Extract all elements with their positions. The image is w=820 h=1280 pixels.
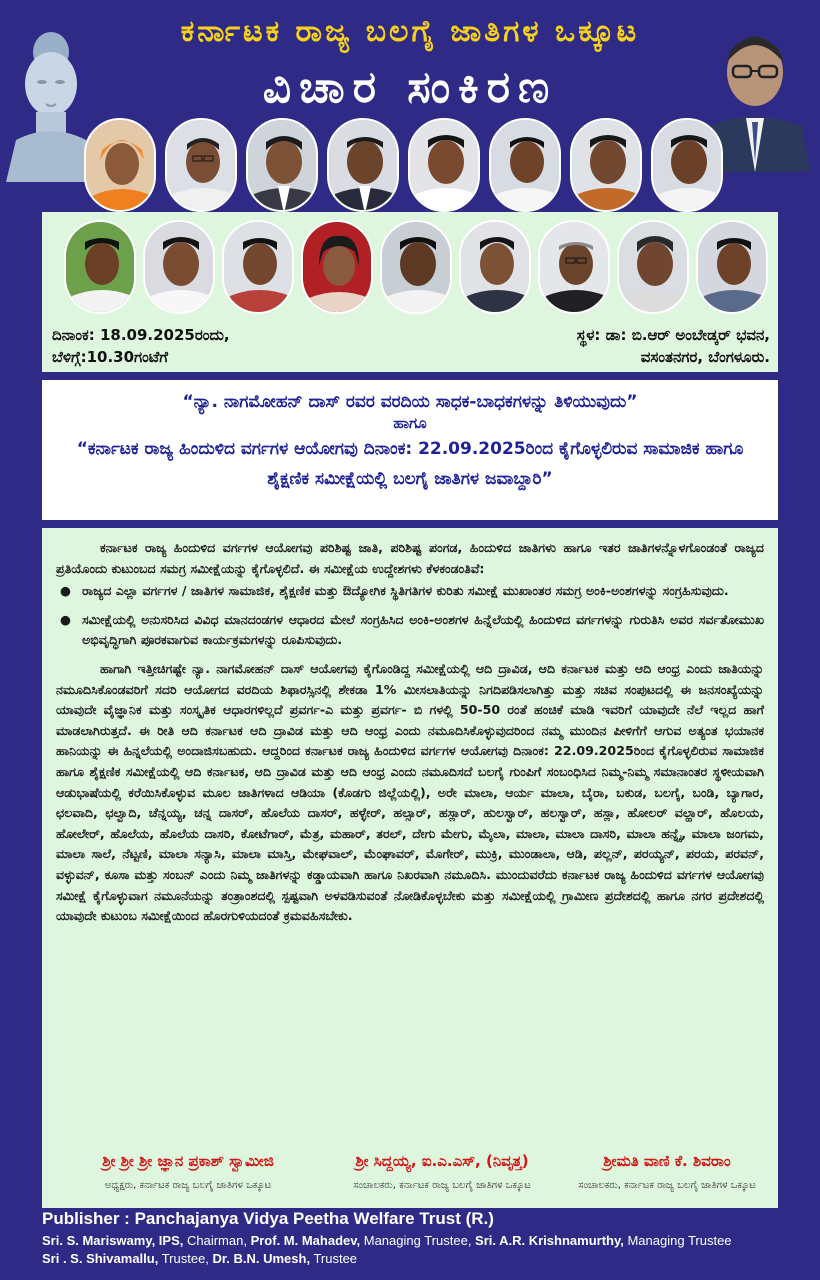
speaker-portrait <box>489 118 561 212</box>
speaker-row-2 <box>64 220 768 314</box>
speaker-portrait <box>696 220 768 314</box>
speaker-portrait <box>380 220 452 314</box>
topic-1: “ನ್ಯಾ. ನಾಗಮೋಹನ್ ದಾಸ್ ರವರ ವರದಿಯ ಸಾಧಕ-ಬಾಧಕಗಳನ್ನು ತಿಳಿಯುವುದು” <box>182 392 638 412</box>
signatory <box>58 1152 318 1191</box>
trustee-name: Sri. S. Mariswamy, IPS, <box>42 1233 184 1248</box>
speaker-portrait <box>459 220 531 314</box>
signatory-role: ಅಧ್ಯಕ್ಷರು, ಕರ್ನಾಟಕ ರಾಜ್ಯ ಬಲಗೈ ಜಾತಿಗಳ ಒಕ್ಕೂಟ <box>104 1180 272 1191</box>
trustee-role: Managing Trustee <box>623 1233 732 1248</box>
event-date: ದಿನಾಂಕ: 18.09.2025ರಂದು, <box>52 326 230 344</box>
trustee-name: Dr. B.N. Umesh, <box>212 1251 311 1266</box>
topic-conjunction: ಹಾಗೂ <box>393 414 427 432</box>
event-title: ವಿಚಾರ ಸಂಕಿರಣ <box>262 62 558 113</box>
speaker-portrait <box>165 118 237 212</box>
event-time: ಬೆಳಿಗ್ಗೆ:10.30ಗಂಟೆಗೆ <box>52 348 168 366</box>
venue-line-2: ವಸಂತನಗರ, ಬೆಂಗಳೂರು. <box>640 348 770 366</box>
signatory-role: ಸಂಚಾಲಕರು, ಕರ್ನಾಟಕ ರಾಜ್ಯ ಬಲಗೈ ಜಾತಿಗಳ ಒಕ್ಕೂಟ <box>578 1180 756 1191</box>
trustee-name: Sri . S. Shivamallu, <box>42 1251 159 1266</box>
signatories <box>42 1148 778 1208</box>
trustee-name: Prof. M. Mahadev, <box>250 1233 361 1248</box>
trustee-role: Chairman, <box>183 1233 251 1248</box>
speaker-portrait <box>64 220 136 314</box>
body-text-box <box>42 528 778 1208</box>
event-date-time <box>52 324 230 368</box>
bullet-icon: ● <box>60 611 71 627</box>
bullet-icon: ● <box>60 583 71 599</box>
trustee-role: Trustee <box>310 1251 358 1266</box>
trustees-line-2 <box>42 1250 732 1268</box>
speaker-portrait <box>301 220 373 314</box>
speaker-portrait <box>617 220 689 314</box>
objective-text: ಸಮೀಕ್ಷೆಯಲ್ಲಿ ಅನುಸರಿಸಿದ ವಿವಿಧ ಮಾನದಂಡಗಳ ಆಧಾರದ ಮೇಲೆ ಸಂಗ್ರಹಿಸಿದ ಅಂಕಿ-ಅಂಶಗಳ ಹಿನ್ನೆಲೆಯಲ್ಲಿ ಹಿಂದುಳಿದ ವರ್ಗಗಳನ್ನು ಗುರುತಿಸಿ ಅವರ ಸರ್ವತೋಮುಖ ಅಭಿವೃದ್ಧಿಗಾಗಿ ಪೂರಕವಾಗುವ ಕಾರ್ಯಕ್ರಮಗಳನ್ನು ರೂಪಿಸುವುದು. <box>82 611 764 648</box>
trustee-role: Trustee, <box>158 1251 213 1266</box>
event-venue <box>577 324 770 368</box>
trustees-line-1 <box>42 1232 732 1250</box>
speaker-portrait <box>222 220 294 314</box>
list-item <box>56 610 764 651</box>
main-paragraph: ಹಾಗಾಗಿ ಇತ್ತೀಚಿಗಷ್ಟೇ ನ್ಯಾ. ನಾಗಮೋಹನ್ ದಾಸ್ ಆಯೋಗವು ಕೈಗೊಂಡಿದ್ದ ಸಮೀಕ್ಷೆಯಲ್ಲಿ ಆದಿ ದ್ರಾವಿಡ, ಆದಿ ಕರ್ನಾಟಕ ಮತ್ತು ಆದಿ ಆಂಧ್ರ ಎಂದು ಜಾತಿಯನ್ನು ನಮೂದಿಸಿಕೊಂಡವರಿಗೆ ಸದರಿ ಆಯೋಗದ ವರದಿಯ ಶಿಫಾರಸ್ಸಿನಲ್ಲಿ ಶೇಕಡಾ 1% ಮೀಸಲಾತಿಯನ್ನು ನಿಗದಿಪಡಿಸಲಾಗಿತ್ತು ಮತ್ತು ಸಚಿವ ಸಂಪುಟದಲ್ಲಿ ಈ ಜನಸಂಖ್ಯೆಯನ್ನು ಯಾವುದೇ ವೈಜ್ಞಾನಿಕ ಮತ್ತು ಸಂಸ್ಕೃತಿಕ ಆಧಾರಗಳಿಲ್ಲದೆ ಪ್ರವರ್ಗ-ಎ ಮತ್ತು ಪ್ರವರ್ಗ- ಬಿ ಗಳಲ್ಲಿ 50-50 ರಂತೆ ಹಂಚಿಕೆ ಮಾಡಿ ಇವರಿಗೆ ಯಾವುದೇ ನೆಲೆ ಇಲ್ಲದ ಹಾಗೆ ಮಾಡಲಾಗಿರುತ್ತದೆ. ಈ ರೀತಿ ಆದಿ ಕರ್ನಾಟಕ ಆದಿ ದ್ರಾವಿಡ ಮತ್ತು ಆದಿ ಆಂಧ್ರ ಎಂದು ನಮೂದಿಸಿಕೊಳ್ಳುವುದರಿಂದ ನಮ್ಮ ಮುಂದಿನ ಪೀಳಿಗೆಗೆ ಆಗುವ ಅತ್ಯಂತ ಭಯಾನಕ ಹಾನಿಯನ್ನು ಈ ಹಿನ್ನಲೆಯಲ್ಲಿ ಅಂದಾಜಿಸಬಹುದು. ಆದ್ದರಿಂದ ಕರ್ನಾಟಕ ರಾಜ್ಯ ಹಿಂದುಳಿದ ವರ್ಗಗಳ ಆಯೋಗವು ದಿನಾಂಕ: 22.09.2025ರಿಂದ ಕೈಗೊಳ್ಳಲಿರುವ ಸಾಮಾಜಿಕ ಹಾಗೂ ಶೈಕ್ಷಣಿಕ ಸಮೀಕ್ಷೆಯಲ್ಲಿ ಆದಿ ಕರ್ನಾಟಕ, ಆದಿ ದ್ರಾವಿಡ ಮತ್ತು ಆದಿ ಆಂಧ್ರ ಎಂದು ನಮೂದಿಸದೆ ಬಲಗೈ ಗುಂಪಿಗೆ ಸಂಬಂಧಿಸಿದ ನಿಮ್ಮ-ನಿಮ್ಮ ಸಮಾನಾಂತರ ಸ್ಥಳೀಯವಾಗಿ ಆಡುಭಾಷೆಯಲ್ಲಿ ಕರೆಯಿಸಿಕೊಳ್ಳುವ ಮೂಲ ಜಾತಿಗಳಾದ ಆಡಿಯಾ (ಕೊಡಗು ಜಿಲ್ಲೆಯಲ್ಲಿ), ಅರೇ ಮಾಲಾ, ಆರ್ಯ ಮಾಲಾ, ಬೈರಾ, ಬಕುಡ, ಬಲಗೈ, ಬಂಡಿ, ಬ್ಯಾಗಾರ, ಛಲವಾದಿ, ಛಲ್ವಾದಿ, ಚೆನ್ನಯ್ಯ, ಚನ್ನ ದಾಸರ್, ಹೊಲೆಯ ದಾಸರ್, ಹಳ್ಳೇರ್, ಹಲ್ಸಾರ್, ಹಸ್ಲಾರ್, ಹುಲಸ್ವಾರ್, ಹಲಸ್ವಾರ್, ಹಸ್ಲಾ, ಹೋಲರ್ ವಲ್ಹಾರ್, ಹೊಲಯ, ಹೋಲೇರ್, ಹೊಲೆಯ, ಹೊಲೆಯ ದಾಸರಿ, ಕೋಟೆಗಾರ್, ಮೆತ್ರ, ಮಹಾರ್, ತರಲ್, ದೇಗು ಮೇಗು, ಮೈಲಾ, ಮಾಲಾ, ಮಾಲಾ ದಾಸರಿ, ಮಾಲಾ ಹನ್ನೈ, ಮಾಲಾ ಜಂಗಮ, ಮಾಲಾ ಸಾಲೆ, ನೆಟ್ಟಣಿ, ಮಾಲಾ ಸನ್ಯಾಸಿ, ಮಾಲಾ ಮಾಸ್ತಿ, ಮೇಘವಾಲ್, ಮೆಂಘಾವರ್, ಮೊಗೇರ್, ಮುಕ್ರಿ, ಮುಂಡಾಲಾ, ಆಡಿ, ಪಲ್ಲನ್, ಪರಯ್ಯನ್, ಪರಯ, ಪರವನ್, ವಳ್ಳುವನ್, ಕೂಸಾ ಮತ್ತು ಸಂಬನ್ ಎಂದು ನಿಮ್ಮ ಜಾತಿಗಳನ್ನು ಕಡ್ಡಾಯವಾಗಿ ಹಾಗೂ ನಿಖರವಾಗಿ ನಮೂದಿಸಿ. ಮುಂದುವರೆದು ಕರ್ನಾಟಕ ರಾಜ್ಯ ಹಿಂದುಳಿದ ವರ್ಗಗಳ ಆಯೋಗವು ಸಮೀಕ್ಷೆ ಕೈಗೊಳ್ಳುವಾಗ ನಮೂನೆಯನ್ನು ತಂತ್ರಾಂಶದಲ್ಲಿ ಸ್ಪಷ್ಟವಾಗಿ ಅಳವಡಿಸುವಂತೆ ನೋಡಿಕೊಳ್ಳಬೇಕು ಮತ್ತು ಸಮೀಕ್ಷೆಯಲ್ಲಿ ಗ್ರಾಮೀಣ ಪ್ರದೇಶದಲ್ಲಿ ಹಾಗೂ ನಗರ ಪ್ರದೇಶದಲ್ಲಿ ಯಾವುದೇ ಕುಟುಂಬ ಸಮೀಕ್ಷೆಯಿಂದ ಹೊರಗುಳಿಯದಂತೆ ಕ್ರಮವಹಿಸಬೇಕು. <box>56 660 764 924</box>
topic-2: “ಕರ್ನಾಟಕ ರಾಜ್ಯ ಹಿಂದುಳಿದ ವರ್ಗಗಳ ಆಯೋಗವು ದಿನಾಂಕ: 22.09.2025ರಿಂದ ಕೈಗೊಳ್ಳಲಿರುವ ಸಾಮಾಜಿಕ ಹಾಗೂ ಶೈಕ್ಷಣಿಕ ಸಮೀಕ್ಷೆಯಲ್ಲಿ ಬಲಗೈ ಜಾತಿಗಳ ಜವಾಬ್ದಾರಿ” <box>76 439 744 489</box>
speaker-portrait <box>570 118 642 212</box>
signatory-name: ಶ್ರೀಮತಿ ವಾಣಿ ಕೆ. ಶಿವರಾಂ <box>603 1152 731 1170</box>
signatory <box>332 1152 552 1191</box>
speaker-portrait <box>651 118 723 212</box>
signatory-name: ಶ್ರೀ ಸಿದ್ದಯ್ಯ, ಐ.ಎ.ಎಸ್, (ನಿವೃತ್ತ) <box>355 1152 529 1170</box>
speaker-portrait <box>84 118 156 212</box>
buddha-image <box>6 22 96 182</box>
topics-box <box>42 380 778 520</box>
speaker-portrait <box>408 118 480 212</box>
signatory-name: ಶ್ರೀ ಶ್ರೀ ಶ್ರೀ ಜ್ಞಾನ ಪ್ರಕಾಶ್ ಸ್ವಾಮೀಜಿ <box>102 1152 274 1170</box>
objectives-list <box>56 581 764 651</box>
signatory-role: ಸಂಚಾಲಕರು, ಕರ್ನಾಟಕ ರಾಜ್ಯ ಬಲಗೈ ಜಾತಿಗಳ ಒಕ್ಕೂಟ <box>353 1180 531 1191</box>
speaker-portrait <box>327 118 399 212</box>
intro-paragraph: ಕರ್ನಾಟಕ ರಾಜ್ಯ ಹಿಂದುಳಿದ ವರ್ಗಗಳ ಆಯೋಗವು ಪರಿಶಿಷ್ಟ ಜಾತಿ, ಪರಿಶಿಷ್ಟ ಪಂಗಡ, ಹಿಂದುಳಿದ ಜಾತಿಗಳು ಹಾಗೂ ಇತರ ಜಾತಿಗಳನ್ನೊಳಗೊಂಡಂತೆ ರಾಜ್ಯದ ಪ್ರತಿಯೊಂದು ಕುಟುಂಬದ ಸಮಗ್ರ ಸಮೀಕ್ಷೆಯನ್ನು ಕೈಗೊಳ್ಳಲಿದೆ. ಈ ಸಮೀಕ್ಷೆಯ ಉದ್ದೇಶಗಳು ಕೆಳಕಂಡಂತಿವೆ: <box>56 540 764 576</box>
venue-line-1: ಸ್ಥಳ: ಡಾ: ಬಿ.ಆರ್ ಅಂಬೇಡ್ಕರ್ ಭವನ, <box>576 326 770 344</box>
trustee-role: Managing Trustee, <box>360 1233 476 1248</box>
speaker-portrait <box>246 118 318 212</box>
list-item <box>56 581 764 602</box>
speaker-portrait <box>143 220 215 314</box>
speaker-portrait <box>538 220 610 314</box>
org-title: ಕರ್ನಾಟಕ ರಾಜ್ಯ ಬಲಗೈ ಜಾತಿಗಳ ಒಕ್ಕೂಟ <box>180 14 640 49</box>
trustees-list <box>42 1232 732 1268</box>
speaker-row-1 <box>84 118 723 212</box>
publisher-line: Publisher : Panchajanya Vidya Peetha Welfare Trust (R.) <box>42 1209 494 1228</box>
signatory <box>562 1152 772 1191</box>
objective-text: ರಾಜ್ಯದ ಎಲ್ಲಾ ವರ್ಗಗಳ / ಜಾತಿಗಳ ಸಾಮಾಜಿಕ, ಶೈಕ್ಷಣಿಕ ಮತ್ತು ಔದ್ಯೋಗಿಕ ಸ್ಥಿತಿಗತಿಗಳ ಕುರಿತು ಸಮೀಕ್ಷೆ ಮುಖಾಂತರ ಸಮಗ್ರ ಅಂಕಿ-ಅಂಶಗಳನ್ನು ಸಂಗ್ರಹಿಸುವುದು. <box>82 583 729 599</box>
trustee-name: Sri. A.R. Krishnamurthy, <box>475 1233 624 1248</box>
